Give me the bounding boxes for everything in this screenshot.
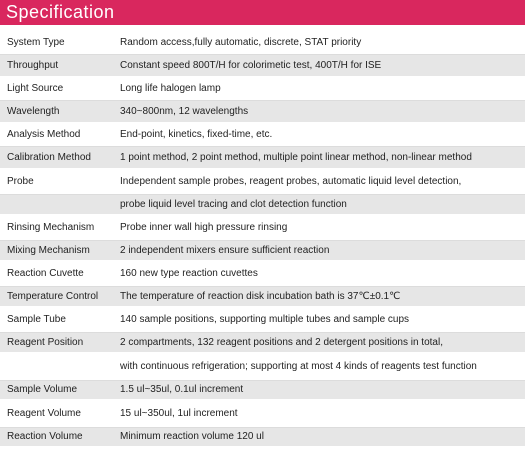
- spec-row-analysis-method: [0, 122, 525, 147]
- spec-value: Probe inner wall high pressure rinsing: [120, 221, 288, 233]
- spec-value: Independent sample probes, reagent probes, automatic liquid level detection,: [120, 175, 462, 187]
- spec-label: Light Source: [7, 82, 64, 94]
- spec-row-light-source: [0, 76, 525, 101]
- spec-row-system-type: [0, 30, 525, 55]
- spec-row-reagent-position: [0, 333, 525, 352]
- spec-value: Minimum reaction volume 120 ul: [120, 431, 264, 442]
- spec-label: Analysis Method: [7, 128, 81, 140]
- spec-value: End-point, kinetics, fixed-time, etc.: [120, 128, 273, 140]
- spec-row-rinsing-mechanism: [0, 214, 525, 241]
- spec-row-reaction-volume: [0, 428, 525, 446]
- spec-row-reagent-position-continued: [0, 352, 525, 381]
- spec-row-sample-tube: [0, 306, 525, 333]
- spec-value: The temperature of reaction disk incubation bath is 37℃±0.1℃: [120, 290, 401, 302]
- spec-value: Constant speed 800T/H for colorimetic test, 400T/H for ISE: [120, 59, 382, 71]
- spec-value: Random access,fully automatic, discrete, STAT priority: [120, 36, 362, 48]
- spec-value: 140 sample positions, supporting multiple tubes and sample cups: [120, 313, 410, 325]
- spec-row-reagent-volume: [0, 399, 525, 428]
- spec-value: Long life halogen lamp: [120, 82, 221, 94]
- spec-row-sample-volume: [0, 381, 525, 399]
- spec-value: 160 new type reaction cuvettes: [120, 267, 258, 279]
- spec-table: [0, 25, 525, 446]
- spec-value: 1 point method, 2 point method, multiple point linear method, non-linear method: [120, 151, 472, 163]
- spec-label: Mixing Mechanism: [7, 244, 90, 256]
- spec-value: 1.5 ul~35ul, 0.1ul increment: [120, 384, 244, 395]
- spec-label: Probe: [7, 175, 34, 187]
- spec-value: 15 ul~350ul, 1ul increment: [120, 407, 238, 419]
- spec-row-calibration-method: [0, 147, 525, 168]
- spec-row-throughput: [0, 55, 525, 76]
- spec-row-wavelength: [0, 101, 525, 122]
- spec-label: Reagent Position: [7, 336, 84, 348]
- spec-label: Calibration Method: [7, 151, 91, 163]
- spec-row-mixing-mechanism: [0, 241, 525, 260]
- spec-label: Wavelength: [7, 105, 60, 117]
- spec-value: 2 independent mixers ensure sufficient reaction: [120, 244, 330, 256]
- spec-label: Sample Volume: [7, 384, 78, 395]
- spec-label: Rinsing Mechanism: [7, 221, 95, 233]
- page-title: Specification: [6, 2, 115, 22]
- spec-label: Throughput: [7, 59, 59, 71]
- spec-value: 340~800nm, 12 wavelengths: [120, 105, 249, 117]
- spec-label: Reagent Volume: [7, 407, 81, 419]
- spec-row-temperature-control: [0, 287, 525, 306]
- spec-row-reaction-cuvette: [0, 260, 525, 287]
- spec-value: probe liquid level tracing and clot detection function: [120, 198, 347, 210]
- spec-label: Reaction Cuvette: [7, 267, 84, 279]
- spec-label: Sample Tube: [7, 313, 66, 325]
- spec-row-probe: [0, 168, 525, 195]
- spec-value: with continuous refrigeration; supporting at most 4 kinds of reagents test function: [120, 360, 477, 372]
- spec-label: Temperature Control: [7, 290, 99, 302]
- spec-label: Reaction Volume: [7, 431, 83, 442]
- spec-row-probe-continued: [0, 195, 525, 214]
- spec-value: 2 compartments, 132 reagent positions and 2 detergent positions in total,: [120, 336, 443, 348]
- spec-label: System Type: [7, 36, 65, 48]
- spec-header-bar: [0, 0, 525, 25]
